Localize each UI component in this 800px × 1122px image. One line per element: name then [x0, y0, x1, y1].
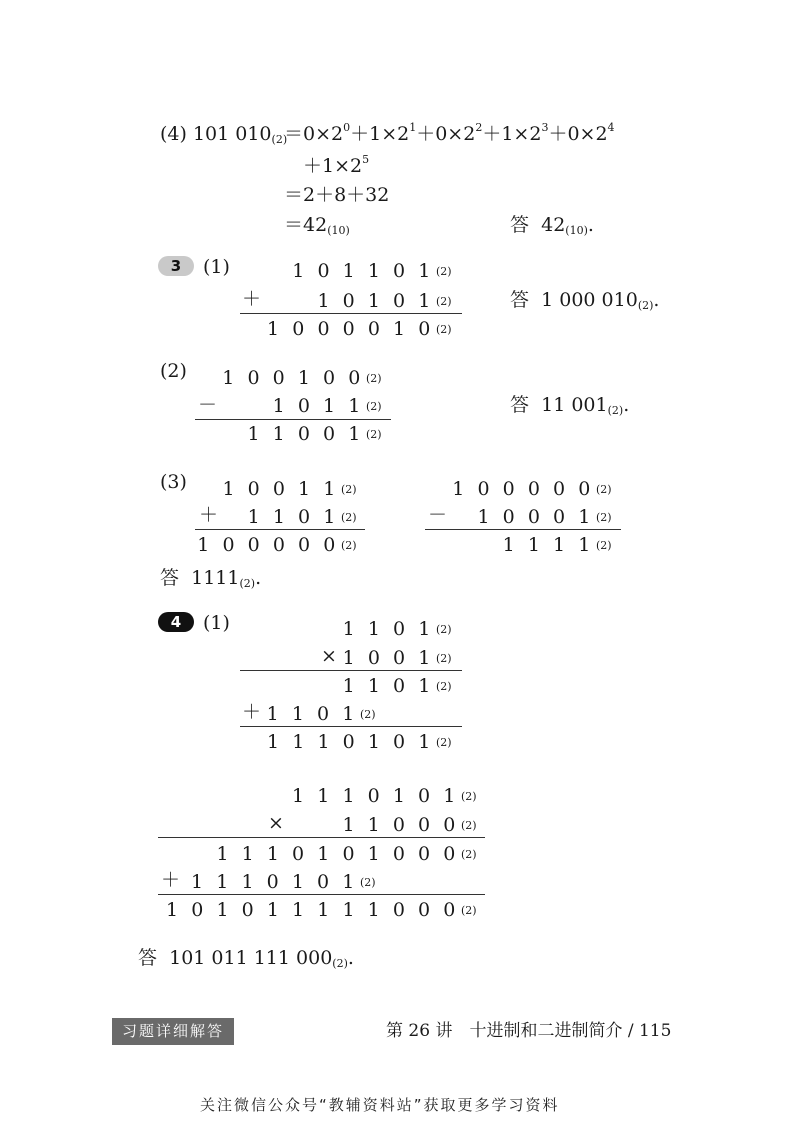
digit: 1: [222, 478, 235, 500]
digit: 1: [216, 871, 229, 893]
digit: 1: [166, 899, 179, 921]
ex3-part3-left-op: ＋: [199, 504, 219, 526]
digit: 0: [502, 506, 515, 528]
digit: 1: [418, 731, 431, 753]
ex3-part2-rule: [195, 419, 391, 420]
digit: 0: [418, 814, 431, 836]
digit: 0: [443, 899, 456, 921]
digit: 0: [247, 534, 260, 556]
digit: 0: [443, 843, 456, 865]
ex4-calc1-op: ×: [321, 645, 337, 667]
base-subscript: (2): [436, 323, 452, 336]
digit: 1: [323, 478, 336, 500]
digit: 1: [317, 731, 330, 753]
digit: 0: [418, 318, 431, 340]
base-subscript: (2): [360, 876, 376, 889]
p4-line2: $+1\times 2^5$: [303, 153, 370, 177]
digit: 0: [348, 367, 361, 389]
digit: 1: [367, 675, 380, 697]
digit: 1: [342, 703, 355, 725]
ex4-calc1-rule2: [240, 726, 462, 727]
base-subscript: (2): [341, 511, 357, 524]
digit: 0: [392, 814, 405, 836]
digit: 1: [292, 899, 305, 921]
digit: 0: [418, 899, 431, 921]
digit: 1: [298, 478, 311, 500]
digit: 1: [241, 843, 254, 865]
digit: 0: [323, 423, 336, 445]
digit: 0: [367, 785, 380, 807]
ex3-part3-answer: 答 1111(2).: [160, 567, 262, 590]
base-subscript: (2): [436, 623, 452, 636]
base-subscript: (2): [596, 483, 612, 496]
ex3-part2-label: (2): [160, 360, 187, 382]
base-subscript: (2): [436, 265, 452, 278]
digit: 1: [367, 731, 380, 753]
digit: 1: [292, 785, 305, 807]
base-subscript: (2): [461, 790, 477, 803]
digit: 1: [367, 260, 380, 282]
digit: 0: [297, 423, 310, 445]
digit: 1: [317, 899, 330, 921]
p4-line1: $=0\times 2^0+1\times 2^1+0\times 2^2+1\times 2^3+0\times 2^4$: [284, 121, 615, 145]
digit: 0: [342, 731, 355, 753]
ex3-part3-left-rule: [195, 529, 365, 530]
digit: 0: [578, 478, 591, 500]
digit: 0: [418, 785, 431, 807]
digit: 1: [477, 506, 490, 528]
digit: 0: [477, 478, 490, 500]
digit: 1: [216, 899, 229, 921]
digit: 1: [291, 871, 304, 893]
digit: 0: [292, 318, 305, 340]
digit: 0: [342, 290, 355, 312]
p4-label: (4) 101 010(2): [160, 123, 288, 146]
digit: 1: [292, 260, 305, 282]
ex3-part2-answer: 答 11 001(2).: [510, 394, 630, 417]
digit: 1: [247, 506, 260, 528]
base-subscript: (2): [366, 400, 382, 413]
digit: 0: [222, 534, 235, 556]
digit: 1: [527, 534, 540, 556]
ex3-part3-right-op: －: [428, 504, 448, 526]
digit: 1: [367, 618, 380, 640]
digit: 1: [553, 534, 566, 556]
digit: 1: [502, 534, 515, 556]
digit: 0: [367, 647, 380, 669]
digit: 0: [272, 478, 285, 500]
lecture-footer: 第 26 讲 十进制和二进制简介 / 115: [386, 1021, 672, 1041]
digit: 0: [342, 843, 355, 865]
digit: 1: [267, 731, 280, 753]
digit: 0: [392, 843, 405, 865]
digit: 0: [553, 506, 566, 528]
digit: 0: [393, 731, 406, 753]
digit: 0: [393, 618, 406, 640]
exercise-4-badge: 4: [158, 612, 194, 632]
digit: 0: [527, 478, 540, 500]
digit: 1: [452, 478, 465, 500]
base-subscript: (2): [341, 483, 357, 496]
digit: 0: [392, 899, 405, 921]
ex3-part1-answer: 答 1 000 010(2).: [510, 289, 660, 312]
digit: 1: [418, 647, 431, 669]
digit: 1: [348, 423, 361, 445]
digit: 0: [367, 318, 380, 340]
digit: 0: [323, 367, 336, 389]
digit: 0: [241, 899, 254, 921]
ex4-calc2-rule1: [158, 837, 485, 838]
base-subscript: (2): [461, 819, 477, 832]
digit: 0: [393, 647, 406, 669]
digit: 1: [323, 395, 336, 417]
digit: 1: [443, 785, 456, 807]
digit: 1: [367, 814, 380, 836]
base-subscript: (2): [436, 680, 452, 693]
p4-line3: ＝2＋8＋32: [284, 184, 390, 206]
digit: 0: [266, 871, 279, 893]
digit: 1: [197, 534, 210, 556]
digit: 1: [317, 785, 330, 807]
digit: 0: [317, 871, 330, 893]
base-subscript: (2): [436, 652, 452, 665]
section-tab: 习题详细解答: [112, 1018, 234, 1045]
ex4-calc1-rule1: [240, 670, 462, 671]
digit: 1: [342, 871, 355, 893]
digit: 0: [292, 843, 305, 865]
digit: 0: [317, 703, 330, 725]
digit: 0: [191, 899, 204, 921]
base-subscript: (2): [360, 708, 376, 721]
digit: 1: [323, 506, 336, 528]
ex3-part3-right-rule: [425, 529, 621, 530]
digit: 1: [578, 534, 591, 556]
base-subscript: (2): [461, 848, 477, 861]
digit: 0: [342, 318, 355, 340]
digit: 1: [267, 318, 280, 340]
ex4-calc2-op2: ＋: [161, 869, 181, 891]
ex4-answer: 答 101 011 111 000(2).: [138, 947, 354, 970]
digit: 0: [272, 367, 285, 389]
digit: 0: [247, 367, 260, 389]
digit: 1: [367, 843, 380, 865]
ex4-calc2-op: ×: [268, 812, 284, 834]
digit: 1: [272, 423, 285, 445]
ex3-part1-op: ＋: [242, 288, 262, 310]
digit: 0: [502, 478, 515, 500]
digit: 1: [418, 290, 431, 312]
digit: 1: [342, 785, 355, 807]
digit: 1: [317, 290, 330, 312]
digit: 1: [266, 899, 279, 921]
digit: 1: [367, 290, 380, 312]
digit: 1: [342, 260, 355, 282]
digit: 1: [418, 675, 431, 697]
base-subscript: (2): [366, 372, 382, 385]
ex3-part2-op: －: [198, 394, 218, 416]
digit: 1: [342, 675, 355, 697]
digit: 1: [292, 731, 305, 753]
digit: 1: [342, 814, 355, 836]
digit: 1: [266, 703, 279, 725]
base-subscript: (2): [596, 511, 612, 524]
base-subscript: (2): [366, 428, 382, 441]
digit: 1: [266, 843, 279, 865]
digit: 0: [298, 506, 311, 528]
digit: 0: [298, 534, 311, 556]
digit: 1: [297, 367, 310, 389]
ex3-part3-label: (3): [160, 471, 187, 493]
digit: 0: [393, 675, 406, 697]
watermark-text: 关注微信公众号“教辅资料站”获取更多学习资料: [200, 1096, 560, 1114]
digit: 1: [272, 506, 285, 528]
digit: 1: [222, 367, 235, 389]
digit: 0: [317, 260, 330, 282]
base-subscript: (2): [341, 539, 357, 552]
digit: 0: [247, 478, 260, 500]
digit: 0: [297, 395, 310, 417]
digit: 1: [342, 647, 355, 669]
digit: 1: [418, 618, 431, 640]
digit: 1: [291, 703, 304, 725]
exercise-3-badge: 3: [158, 256, 194, 276]
digit: 1: [241, 871, 254, 893]
digit: 0: [393, 260, 406, 282]
ex4-calc1-op2: ＋: [242, 701, 262, 723]
digit: 0: [418, 843, 431, 865]
digit: 1: [392, 785, 405, 807]
base-subscript: (2): [436, 736, 452, 749]
ex3-part1-rule: [240, 313, 462, 314]
digit: 1: [393, 318, 406, 340]
ex4-calc2-rule2: [158, 894, 485, 895]
digit: 1: [216, 843, 229, 865]
digit: 0: [443, 814, 456, 836]
digit: 1: [348, 395, 361, 417]
digit: 0: [317, 318, 330, 340]
ex3-part1-label: (1): [203, 256, 230, 278]
base-subscript: (2): [461, 904, 477, 917]
digit: 1: [317, 843, 330, 865]
p4-answer: 答 42(10).: [510, 214, 594, 237]
digit: 0: [323, 534, 336, 556]
digit: 0: [393, 290, 406, 312]
digit: 1: [578, 506, 591, 528]
digit: 0: [272, 534, 285, 556]
digit: 0: [553, 478, 566, 500]
ex4-label: (1): [203, 612, 230, 634]
base-subscript: (2): [596, 539, 612, 552]
digit: 1: [191, 871, 204, 893]
base-subscript: (2): [436, 295, 452, 308]
digit: 1: [418, 260, 431, 282]
digit: 1: [247, 423, 260, 445]
digit: 1: [342, 899, 355, 921]
p4-line4: ＝42(10): [284, 214, 350, 237]
digit: 0: [527, 506, 540, 528]
digit: 1: [342, 618, 355, 640]
digit: 1: [272, 395, 285, 417]
digit: 1: [367, 899, 380, 921]
